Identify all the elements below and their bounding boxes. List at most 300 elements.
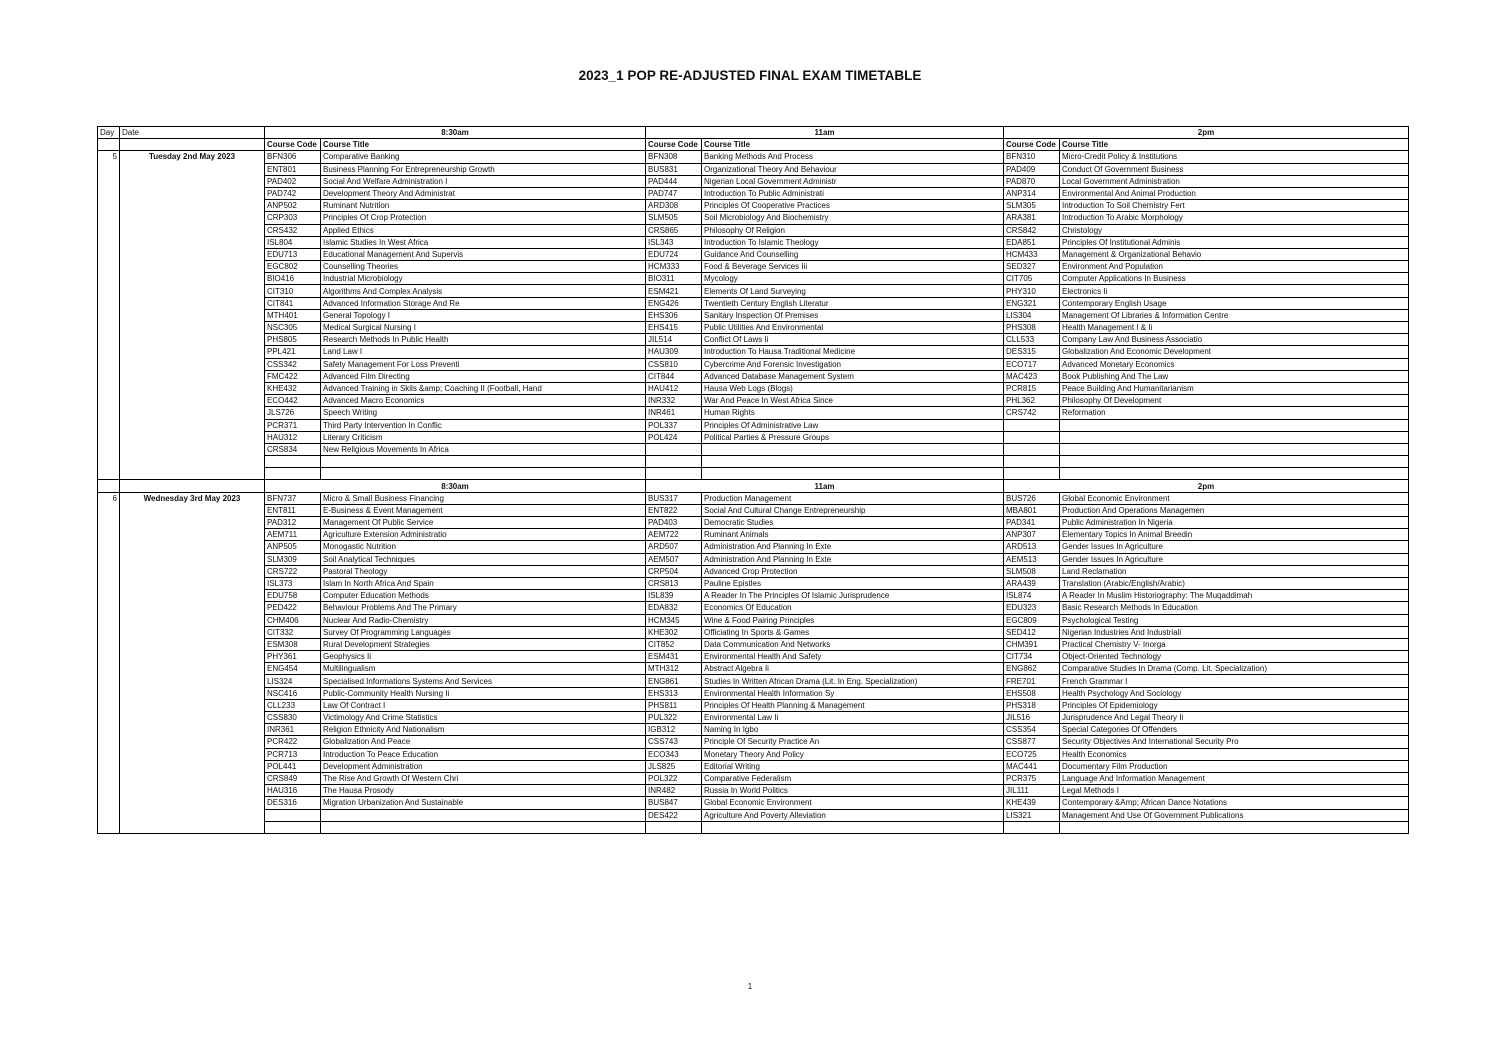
course-title: Comparative Studies In Drama (Comp. Lit. Specialization) — [1060, 663, 1409, 675]
course-title: Monetary Theory And Policy — [702, 748, 1004, 760]
course-code: IGB312 — [646, 724, 702, 736]
course-title: Principles Of Crop Protection — [321, 212, 646, 224]
course-code: ANP314 — [1004, 187, 1060, 199]
course-code: PAD742 — [265, 187, 321, 199]
course-code: ENT811 — [265, 504, 321, 516]
course-title: Islam In North Africa And Spain — [321, 577, 646, 589]
course-code: INR482 — [646, 785, 702, 797]
course-code: ECO717 — [1004, 358, 1060, 370]
course-title: Algorithms And Complex Analysis — [321, 285, 646, 297]
course-title — [321, 821, 646, 833]
course-code: CRS834 — [265, 443, 321, 455]
table-row — [98, 395, 1409, 407]
course-title: Cybercrime And Forensic Investigation — [702, 358, 1004, 370]
course-title: Principles Of Administrative Law — [702, 419, 1004, 431]
course-code: PCR371 — [265, 419, 321, 431]
course-code: CHM391 — [1004, 638, 1060, 650]
course-code: SLM309 — [265, 553, 321, 565]
time-slot-header: 8:30am — [265, 480, 646, 492]
course-code: AEM507 — [646, 553, 702, 565]
course-title: A Reader In Muslim Historiography: The Muqaddimah — [1060, 590, 1409, 602]
course-title — [1060, 821, 1409, 833]
course-code: ECO442 — [265, 395, 321, 407]
course-code: SLM505 — [646, 212, 702, 224]
course-code: PHY310 — [1004, 285, 1060, 297]
day-number: 5 — [98, 151, 120, 480]
course-code: ENG321 — [1004, 297, 1060, 309]
course-title: Pastoral Theology — [321, 565, 646, 577]
course-title: Sanitary Inspection Of Premises — [702, 309, 1004, 321]
course-title: Soil Analytical Techniques — [321, 553, 646, 565]
course-title: Land Reclamation — [1060, 565, 1409, 577]
course-code: INR332 — [646, 395, 702, 407]
table-row — [98, 370, 1409, 382]
course-title: Environmental Law Ii — [702, 712, 1004, 724]
course-title: Elementary Topics In Animal Breedin — [1060, 529, 1409, 541]
course-code: INR361 — [265, 724, 321, 736]
course-code: ENT822 — [646, 504, 702, 516]
course-title: Geophysics Ii — [321, 651, 646, 663]
course-title: Literary Criticism — [321, 431, 646, 443]
exam-timetable — [97, 126, 1409, 834]
course-title: Development Administration — [321, 760, 646, 772]
course-title-header: Course Title — [321, 139, 646, 151]
table-row — [98, 358, 1409, 370]
course-code — [646, 821, 702, 833]
course-code: CSS743 — [646, 736, 702, 748]
table-row — [98, 431, 1409, 443]
course-code: EDA832 — [646, 602, 702, 614]
course-code: FRE701 — [1004, 675, 1060, 687]
course-title — [702, 468, 1004, 480]
table-row — [98, 553, 1409, 565]
course-title: Health Economics — [1060, 748, 1409, 760]
course-code — [646, 443, 702, 455]
day-header — [98, 480, 120, 492]
course-title: Food & Beverage Services Iii — [702, 261, 1004, 273]
course-title: Documentary Film Production — [1060, 760, 1409, 772]
course-code: HAU412 — [646, 382, 702, 394]
course-title: Philosophy Of Development — [1060, 395, 1409, 407]
course-code: AEM722 — [646, 529, 702, 541]
course-title: Studies In Written African Drama (Lit. In Eng. Specialization) — [702, 675, 1004, 687]
course-title: Introduction To Peace Education — [321, 748, 646, 760]
course-code: ECO343 — [646, 748, 702, 760]
course-code: PHS308 — [1004, 322, 1060, 334]
table-row — [98, 772, 1409, 784]
course-title: The Hausa Prosody — [321, 785, 646, 797]
table-row — [98, 785, 1409, 797]
course-title — [321, 468, 646, 480]
course-code: LIS304 — [1004, 309, 1060, 321]
course-code: CLL533 — [1004, 334, 1060, 346]
course-code: ISL874 — [1004, 590, 1060, 602]
course-code — [1004, 821, 1060, 833]
course-code: SLM508 — [1004, 565, 1060, 577]
course-title: Agriculture And Poverty Alleviation — [702, 809, 1004, 821]
course-title: Global Economic Environment — [1060, 492, 1409, 504]
empty-cell — [120, 139, 265, 151]
course-title: Principles Of Institutional Adminis — [1060, 236, 1409, 248]
course-code: BIO311 — [646, 273, 702, 285]
course-code: MTH401 — [265, 309, 321, 321]
course-code — [265, 456, 321, 468]
course-code: AEM711 — [265, 529, 321, 541]
course-code: HAU316 — [265, 785, 321, 797]
course-title: Medical Surgical Nursing I — [321, 322, 646, 334]
table-row — [98, 638, 1409, 650]
course-title: Survey Of Programming Languages — [321, 626, 646, 638]
course-title: Mycology — [702, 273, 1004, 285]
course-title: Multilingualism — [321, 663, 646, 675]
course-code: CRP303 — [265, 212, 321, 224]
course-code: BIO416 — [265, 273, 321, 285]
table-row — [98, 212, 1409, 224]
course-code: EHS508 — [1004, 687, 1060, 699]
course-title: Wine & Food Pairing Principles — [702, 614, 1004, 626]
course-code: PAD341 — [1004, 517, 1060, 529]
course-title: Public Utilities And Environmental — [702, 322, 1004, 334]
course-code: PHL362 — [1004, 395, 1060, 407]
course-code: ARD308 — [646, 200, 702, 212]
course-title: Globalization And Peace — [321, 736, 646, 748]
course-title: Conduct Of Government Business — [1060, 163, 1409, 175]
course-title — [1060, 456, 1409, 468]
table-row — [98, 297, 1409, 309]
course-title: Banking Methods And Process — [702, 151, 1004, 163]
course-title: Gender Issues In Agriculture — [1060, 553, 1409, 565]
course-code — [646, 468, 702, 480]
course-title: Introduction To Hausa Traditional Medicine — [702, 346, 1004, 358]
table-row — [98, 163, 1409, 175]
course-code: NSC305 — [265, 322, 321, 334]
course-title: Advanced Information Storage And Re — [321, 297, 646, 309]
table-row — [98, 248, 1409, 260]
course-title: Social And Cultural Change Entrepreneurship — [702, 504, 1004, 516]
course-title: A Reader In The Principles Of Islamic Jurisprudence — [702, 590, 1004, 602]
course-title: Reformation — [1060, 407, 1409, 419]
course-code: CSS354 — [1004, 724, 1060, 736]
course-code: PHS811 — [646, 699, 702, 711]
table-row — [98, 797, 1409, 809]
table-row — [98, 456, 1409, 468]
course-title: Safety Management For Loss Preventi — [321, 358, 646, 370]
course-code — [646, 456, 702, 468]
table-row — [98, 334, 1409, 346]
course-title: Practical Chemistry V- Inorga — [1060, 638, 1409, 650]
course-title — [1060, 431, 1409, 443]
course-title: Computer Applications In Business — [1060, 273, 1409, 285]
course-title: Monogastic Nutrition — [321, 541, 646, 553]
course-title: Management & Organizational Behavio — [1060, 248, 1409, 260]
course-title: Russia In World Politics — [702, 785, 1004, 797]
course-title: French Grammar I — [1060, 675, 1409, 687]
course-code: CLL233 — [265, 699, 321, 711]
time-header-row — [98, 127, 1409, 139]
course-title: Industrial Microbiology — [321, 273, 646, 285]
course-title: Data Communication And Networks — [702, 638, 1004, 650]
course-title: Twentieth Century English Literatur — [702, 297, 1004, 309]
course-code: CRP504 — [646, 565, 702, 577]
course-code: JLS726 — [265, 407, 321, 419]
course-title: Language And Information Management — [1060, 772, 1409, 784]
course-code — [1004, 419, 1060, 431]
course-title: Organizational Theory And Behaviour — [702, 163, 1004, 175]
course-code: DES315 — [1004, 346, 1060, 358]
course-code: EDA851 — [1004, 236, 1060, 248]
course-title: Environmental And Animal Production — [1060, 187, 1409, 199]
table-row — [98, 748, 1409, 760]
course-title: Officiating In Sports & Games — [702, 626, 1004, 638]
course-code: JIL514 — [646, 334, 702, 346]
course-title — [1060, 419, 1409, 431]
table-row — [98, 577, 1409, 589]
course-title: Translation (Arabic/English/Arabic) — [1060, 577, 1409, 589]
table-row — [98, 236, 1409, 248]
course-title: Nuclear And Radio-Chemistry — [321, 614, 646, 626]
course-code: BUS726 — [1004, 492, 1060, 504]
course-code: ECO725 — [1004, 748, 1060, 760]
course-title: Introduction To Arabic Morphology — [1060, 212, 1409, 224]
course-title: Research Methods In Public Health — [321, 334, 646, 346]
course-code: ANP505 — [265, 541, 321, 553]
course-code: PCR375 — [1004, 772, 1060, 784]
course-title: Behaviour Problems And The Primary — [321, 602, 646, 614]
course-title: Administration And Planning In Exte — [702, 553, 1004, 565]
course-title: Management And Use Of Government Publications — [1060, 809, 1409, 821]
table-row — [98, 736, 1409, 748]
course-title — [702, 456, 1004, 468]
course-code-header: Course Code — [646, 139, 702, 151]
course-code: ENG454 — [265, 663, 321, 675]
course-code: ISL839 — [646, 590, 702, 602]
time-slot-header: 8:30am — [265, 127, 646, 139]
document-title: 2023_1 POP RE-ADJUSTED FINAL EXAM TIMETABLE — [578, 68, 922, 83]
table-row — [98, 224, 1409, 236]
course-code: NSC416 — [265, 687, 321, 699]
course-code: PHS805 — [265, 334, 321, 346]
course-code: SLM305 — [1004, 200, 1060, 212]
table-row — [98, 492, 1409, 504]
course-code: FMC422 — [265, 370, 321, 382]
course-title: Ruminant Nutrition — [321, 200, 646, 212]
course-code: PAD747 — [646, 187, 702, 199]
course-code: EGC802 — [265, 261, 321, 273]
course-title: Jurisprudence And Legal Theory Ii — [1060, 712, 1409, 724]
course-title: Advanced Training in Skils &amp; Coaching II (Football, Hand — [321, 382, 646, 394]
course-code: BFN737 — [265, 492, 321, 504]
course-title: Philosophy Of Religion — [702, 224, 1004, 236]
course-title — [702, 443, 1004, 455]
course-code: ANP307 — [1004, 529, 1060, 541]
course-title: War And Peace In West Africa Since — [702, 395, 1004, 407]
course-code: CIT852 — [646, 638, 702, 650]
course-title: Development Theory And Administrat — [321, 187, 646, 199]
course-code: HCM333 — [646, 261, 702, 273]
course-title: Hausa Web Logs (Blogs) — [702, 382, 1004, 394]
course-code: DES316 — [265, 797, 321, 809]
course-code: ESM431 — [646, 651, 702, 663]
table-row — [98, 626, 1409, 638]
course-title: Migration Urbanization And Sustainable — [321, 797, 646, 809]
time-slot-header: 2pm — [1004, 127, 1409, 139]
course-code: PCR713 — [265, 748, 321, 760]
course-title: Company Law And Business Associatio — [1060, 334, 1409, 346]
table-row — [98, 602, 1409, 614]
course-title: Conflict Of Laws Ii — [702, 334, 1004, 346]
column-header-row — [98, 139, 1409, 151]
course-title: Micro-Credit Policy & Institutions — [1060, 151, 1409, 163]
course-title: Educational Management And Supervis — [321, 248, 646, 260]
course-code: HAU312 — [265, 431, 321, 443]
course-title: Pauline Epistles — [702, 577, 1004, 589]
course-code: BFN308 — [646, 151, 702, 163]
course-code: POL337 — [646, 419, 702, 431]
course-title — [702, 821, 1004, 833]
course-code: JLS825 — [646, 760, 702, 772]
course-code: HCM433 — [1004, 248, 1060, 260]
course-title: Globalization And Economic Development — [1060, 346, 1409, 358]
page-number: 1 — [747, 982, 753, 991]
course-title: Management Of Public Service — [321, 517, 646, 529]
table-row — [98, 200, 1409, 212]
course-title: Social And Welfare Administration I — [321, 175, 646, 187]
course-code: ARD513 — [1004, 541, 1060, 553]
date-header — [120, 480, 265, 492]
course-title: Production And Operations Managemen — [1060, 504, 1409, 516]
table-row — [98, 346, 1409, 358]
table-row — [98, 541, 1409, 553]
course-code: KHE432 — [265, 382, 321, 394]
table-row — [98, 285, 1409, 297]
time-slot-header: 2pm — [1004, 480, 1409, 492]
course-title: Rural Development Strategies — [321, 638, 646, 650]
course-code: ANP502 — [265, 200, 321, 212]
course-code: BFN306 — [265, 151, 321, 163]
course-code: CIT841 — [265, 297, 321, 309]
course-code: EDU724 — [646, 248, 702, 260]
course-code: ENT801 — [265, 163, 321, 175]
table-row — [98, 675, 1409, 687]
course-code: EHS306 — [646, 309, 702, 321]
course-code — [1004, 443, 1060, 455]
course-code-header: Course Code — [1004, 139, 1060, 151]
course-title: Psychological Testing — [1060, 614, 1409, 626]
course-code: EGC809 — [1004, 614, 1060, 626]
course-code: CIT844 — [646, 370, 702, 382]
day-number: 6 — [98, 492, 120, 833]
table-row — [98, 809, 1409, 821]
course-code: DES422 — [646, 809, 702, 821]
table-row — [98, 443, 1409, 455]
course-title: Christology — [1060, 224, 1409, 236]
course-code: CIT310 — [265, 285, 321, 297]
table-row — [98, 407, 1409, 419]
exam-date: Wednesday 3rd May 2023 — [120, 492, 265, 833]
course-code: CIT332 — [265, 626, 321, 638]
course-title: Abstract Algebra Ii — [702, 663, 1004, 675]
table-row — [98, 529, 1409, 541]
course-title: Environmental Health Information Sy — [702, 687, 1004, 699]
course-code: PCR422 — [265, 736, 321, 748]
course-code: CSS830 — [265, 712, 321, 724]
course-title — [321, 809, 646, 821]
course-title: The Rise And Growth Of Western Chri — [321, 772, 646, 784]
course-code: CIT705 — [1004, 273, 1060, 285]
course-code: EDU758 — [265, 590, 321, 602]
course-title: Human Rights — [702, 407, 1004, 419]
table-row — [98, 724, 1409, 736]
course-title: Public Administration In Nigeria — [1060, 517, 1409, 529]
course-code: JIL516 — [1004, 712, 1060, 724]
course-code: PAD402 — [265, 175, 321, 187]
course-code: BUS847 — [646, 797, 702, 809]
course-title: Naming In Igbo — [702, 724, 1004, 736]
course-title: Guidance And Counselling — [702, 248, 1004, 260]
course-code: ENG426 — [646, 297, 702, 309]
course-title: Business Planning For Entrepreneurship Growth — [321, 163, 646, 175]
course-code: MTH312 — [646, 663, 702, 675]
table-row — [98, 151, 1409, 163]
course-title: Environment And Population — [1060, 261, 1409, 273]
course-code: AEM513 — [1004, 553, 1060, 565]
course-title — [321, 456, 646, 468]
course-title: Speech Writing — [321, 407, 646, 419]
course-title: Global Economic Environment — [702, 797, 1004, 809]
course-title: Advanced Database Management System — [702, 370, 1004, 382]
course-code: ENG861 — [646, 675, 702, 687]
course-title: Nigerian Industries And Industriali — [1060, 626, 1409, 638]
course-title: Advanced Macro Economics — [321, 395, 646, 407]
course-code: EDU323 — [1004, 602, 1060, 614]
course-code: ENG862 — [1004, 663, 1060, 675]
course-code: CRS842 — [1004, 224, 1060, 236]
course-code: CRS432 — [265, 224, 321, 236]
course-code — [265, 821, 321, 833]
course-code: HCM345 — [646, 614, 702, 626]
course-title: Editorial Writing — [702, 760, 1004, 772]
course-title: Public-Community Health Nursing Ii — [321, 687, 646, 699]
course-title: Gender Issues In Agriculture — [1060, 541, 1409, 553]
course-code: ESM421 — [646, 285, 702, 297]
course-code: BFN310 — [1004, 151, 1060, 163]
course-code: EDU713 — [265, 248, 321, 260]
course-title: Counselling Theories — [321, 261, 646, 273]
course-title: Advanced Film Directing — [321, 370, 646, 382]
course-code: PUL322 — [646, 712, 702, 724]
course-code: CRS849 — [265, 772, 321, 784]
course-code: ISL804 — [265, 236, 321, 248]
course-code: CRS722 — [265, 565, 321, 577]
course-title: Law Of Contract I — [321, 699, 646, 711]
course-title: Health Management I & Ii — [1060, 322, 1409, 334]
course-title: Comparative Banking — [321, 151, 646, 163]
course-code: PAD409 — [1004, 163, 1060, 175]
table-row — [98, 614, 1409, 626]
course-title: E-Business & Event Management — [321, 504, 646, 516]
course-title: Principles Of Epidemiology — [1060, 699, 1409, 711]
table-row — [98, 712, 1409, 724]
course-code: ARA381 — [1004, 212, 1060, 224]
course-code — [265, 809, 321, 821]
course-title: Peace Building And Humanitarianism — [1060, 382, 1409, 394]
course-code: PPL421 — [265, 346, 321, 358]
course-title: Basic Research Methods In Education — [1060, 602, 1409, 614]
course-title: Soil Microbiology And Biochemistry — [702, 212, 1004, 224]
course-code — [1004, 431, 1060, 443]
course-title: Islamic Studies In West Africa — [321, 236, 646, 248]
course-title: Introduction To Soil Chemistry Fert — [1060, 200, 1409, 212]
